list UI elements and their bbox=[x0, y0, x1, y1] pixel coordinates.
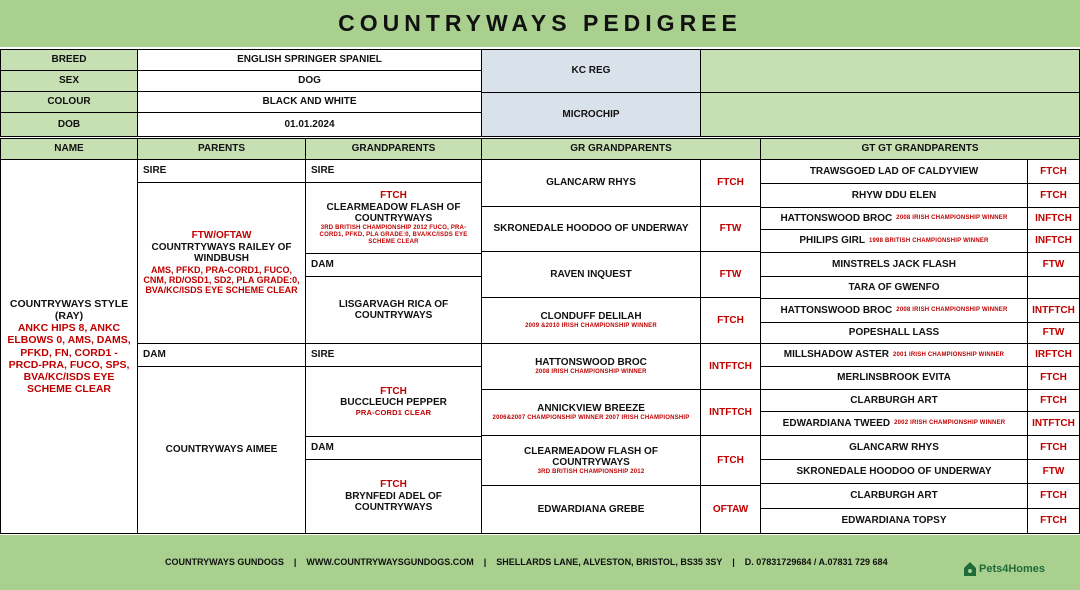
ggp-7 bbox=[481, 435, 701, 486]
sire-label: SIRE bbox=[137, 159, 306, 183]
gggp-name: GLANCARW RHYS bbox=[849, 441, 939, 453]
header-name: NAME bbox=[0, 138, 138, 160]
ggp-8 bbox=[481, 485, 701, 534]
grandparent-sd-name: LISGARVAGH RICA OF COUNTRYWAYS bbox=[338, 298, 449, 321]
gggp-6-title bbox=[1027, 276, 1080, 299]
gggp-12-title: INTFTCH bbox=[1027, 411, 1080, 436]
gggp-name: HATTONSWOOD BROC bbox=[780, 304, 893, 316]
gggp-name: RHYW DDU ELEN bbox=[851, 189, 937, 201]
gggp-9-title: IRFTCH bbox=[1027, 343, 1080, 367]
footer-contact-text: COUNTRYWAYS GUNDOGS | WWW.COUNTRYWAYSGUNDOGS.COM | SHELLARDS LANE, ALVESTON, BRISTOL, BS35 3SY | D. 07831729684 / A.07831 729 684 bbox=[165, 557, 888, 567]
ggp-6-title: INTFTCH bbox=[700, 389, 761, 436]
ggp-1 bbox=[481, 159, 701, 207]
colour-label: COLOUR bbox=[0, 91, 138, 113]
gggp-name: MINSTRELS JACK FLASH bbox=[832, 258, 956, 270]
gggp-name: EDWARDIANA TWEED bbox=[782, 417, 891, 429]
ggp-note: 2009 &2010 IRISH CHAMPIONSHIP WINNER bbox=[525, 322, 657, 329]
grandparent-ds-title: FTCH bbox=[380, 385, 407, 397]
dam-label: DAM bbox=[137, 343, 306, 367]
gggp-16-title: FTCH bbox=[1027, 508, 1080, 534]
gggp-name: CLARBURGH ART bbox=[850, 490, 938, 502]
grandparent-ss-title: FTCH bbox=[380, 190, 407, 202]
grandparent-dd-title: FTCH bbox=[380, 479, 407, 491]
gggp-8-title: FTW bbox=[1027, 322, 1080, 344]
ggp-8-title: OFTAW bbox=[700, 485, 761, 534]
gggp-note: 1998 BRITISH CHAMPIONSHIP WINNER bbox=[868, 237, 989, 244]
page-title: COUNTRYWAYS PEDIGREE bbox=[338, 10, 742, 36]
gggp-5-title: FTW bbox=[1027, 252, 1080, 277]
grandparent-ds bbox=[305, 366, 482, 437]
pets4homes-logo bbox=[963, 561, 1045, 577]
ggp-name: EDWARDIANA GREBE bbox=[537, 503, 645, 515]
ggp-name: HATTONSWOOD BROC bbox=[535, 357, 647, 369]
parent-dam-name: COUNTRYWAYS AIMEE bbox=[165, 444, 278, 456]
ggp-note: 3RD BRITISH CHAMPIONSHIP 2012 bbox=[537, 468, 645, 475]
header-grandparents: GRANDPARENTS bbox=[305, 138, 482, 160]
grandparent-ds-note: PRA-CORD1 CLEAR bbox=[355, 407, 432, 417]
ggp-name: GLANCARW RHYS bbox=[546, 177, 636, 189]
ggp-1-title: FTCH bbox=[700, 159, 761, 207]
subject-dog bbox=[0, 159, 138, 534]
grandparent-dd bbox=[305, 459, 482, 534]
gggp-11-title: FTCH bbox=[1027, 389, 1080, 412]
gggp-3-title: INFTCH bbox=[1027, 207, 1080, 230]
gggp-4-title: INFTCH bbox=[1027, 229, 1080, 253]
gggp-name: HATTONSWOOD BROC bbox=[780, 212, 893, 224]
gggp-name: MILLSHADOW ASTER bbox=[783, 349, 889, 361]
paw-house-icon bbox=[963, 561, 977, 577]
grandparent-ss bbox=[305, 182, 482, 254]
gggp-2-title: FTCH bbox=[1027, 183, 1080, 208]
gggp-note: 2008 IRISH CHAMPIONSHIP WINNER bbox=[896, 215, 1008, 222]
ggp-2 bbox=[481, 206, 701, 252]
logo-text: Pets4Homes bbox=[979, 563, 1046, 575]
gggp-name: TRAWSGOED LAD OF CALDYVIEW bbox=[809, 165, 979, 177]
gggp-2 bbox=[760, 183, 1028, 208]
ggp-4 bbox=[481, 297, 701, 344]
gp-dd-label: DAM bbox=[305, 436, 482, 460]
parent-dam bbox=[137, 366, 306, 534]
gggp-13-title: FTCH bbox=[1027, 435, 1080, 460]
gp-sd-label: DAM bbox=[305, 253, 482, 277]
gggp-note: 2008 IRISH CHAMPIONSHIP WINNER bbox=[896, 307, 1008, 314]
gggp-5 bbox=[760, 252, 1028, 277]
gggp-name: POPESHALL LASS bbox=[848, 327, 940, 339]
ggp-3 bbox=[481, 251, 701, 298]
breed-value: ENGLISH SPRINGER SPANIEL bbox=[137, 49, 482, 71]
microchip-label: MICROCHIP bbox=[481, 92, 701, 137]
parent-sire-title: FTW/OFTAW bbox=[191, 230, 252, 242]
ggp-3-title: FTW bbox=[700, 251, 761, 298]
gggp-name: PHILIPS GIRL bbox=[799, 235, 865, 247]
header-gr-grandparents: GR GRANDPARENTS bbox=[481, 138, 761, 160]
ggp-note: 2008 IRISH CHAMPIONSHIP WINNER bbox=[535, 368, 647, 375]
gggp-3 bbox=[760, 207, 1028, 230]
ggp-name: CLEARMEADOW FLASH OF COUNTRYWAYS bbox=[524, 445, 658, 469]
breed-label: BREED bbox=[0, 49, 138, 71]
gggp-12 bbox=[760, 411, 1028, 436]
ggp-note: 2006&2007 CHAMPIONSHIP WINNER 2007 IRISH CHAMPIONSHIP bbox=[492, 414, 690, 421]
footer bbox=[0, 535, 1080, 590]
grandparent-ss-note: 3RD BRITISH CHAMPIONSHIP 2012 FUCO, PRA-CORD1, PFKD, PLA GRADE:0, BVA/KC/ISDS EYE SCHEME CLEAR bbox=[319, 224, 468, 245]
kc-reg-value bbox=[700, 49, 1080, 93]
gggp-10-title: FTCH bbox=[1027, 366, 1080, 390]
parent-sire bbox=[137, 182, 306, 344]
gggp-name: MERLINSBROOK EVITA bbox=[837, 372, 951, 384]
ggp-7-title: FTCH bbox=[700, 435, 761, 486]
ggp-5 bbox=[481, 343, 701, 390]
header-parents: PARENTS bbox=[137, 138, 306, 160]
ggp-name: ANNICKVIEW BREEZE bbox=[537, 403, 645, 415]
ggp-5-title: INTFTCH bbox=[700, 343, 761, 390]
grandparent-dd-name: BRYNFEDI ADEL OF COUNTRYWAYS bbox=[345, 490, 442, 514]
gggp-4 bbox=[760, 229, 1028, 253]
gggp-7 bbox=[760, 298, 1028, 323]
gggp-1-title: FTCH bbox=[1027, 159, 1080, 184]
gggp-7-title: INTFTCH bbox=[1027, 298, 1080, 323]
header-gt-gt-grandparents: GT GT GRANDPARENTS bbox=[760, 138, 1080, 160]
dob-label: DOB bbox=[0, 112, 138, 137]
ggp-name: SKRONEDALE HOODOO OF UNDERWAY bbox=[493, 223, 689, 235]
gp-ds-label: SIRE bbox=[305, 343, 482, 367]
gggp-name: SKRONEDALE HOODOO OF UNDERWAY bbox=[796, 465, 992, 477]
grandparent-sd bbox=[305, 276, 482, 344]
colour-value: BLACK AND WHITE bbox=[137, 91, 482, 113]
grandparent-ds-name: BUCCLEUCH PEPPER bbox=[340, 397, 447, 409]
title-bar bbox=[0, 0, 1080, 47]
gggp-10 bbox=[760, 366, 1028, 390]
sex-label: SEX bbox=[0, 70, 138, 92]
ggp-name: CLONDUFF DELILAH bbox=[540, 311, 642, 323]
kc-reg-label: KC REG bbox=[481, 49, 701, 93]
sex-value: DOG bbox=[137, 70, 482, 92]
gggp-14 bbox=[760, 459, 1028, 484]
gggp-name: EDWARDIANA TOPSY bbox=[841, 515, 947, 527]
subject-name: COUNTRYWAYS STYLE (RAY) bbox=[9, 298, 129, 323]
gggp-15 bbox=[760, 483, 1028, 509]
gggp-6 bbox=[760, 276, 1028, 299]
gggp-8 bbox=[760, 322, 1028, 344]
parent-sire-name: COUNTRTYWAYS RAILEY OF WINDBUSH bbox=[151, 241, 292, 265]
grandparent-ss-name: CLEARMEADOW FLASH OF COUNTRYWAYS bbox=[326, 201, 461, 225]
ggp-name: RAVEN INQUEST bbox=[550, 268, 632, 280]
gggp-14-title: FTW bbox=[1027, 459, 1080, 484]
gggp-15-title: FTCH bbox=[1027, 483, 1080, 509]
ggp-4-title: FTCH bbox=[700, 297, 761, 344]
gggp-11 bbox=[760, 389, 1028, 412]
gggp-1 bbox=[760, 159, 1028, 184]
gggp-name: CLARBURGH ART bbox=[850, 394, 938, 406]
microchip-value bbox=[700, 92, 1080, 137]
gp-ss-label: SIRE bbox=[305, 159, 482, 183]
gggp-13 bbox=[760, 435, 1028, 460]
parent-sire-health: AMS, PFKD, PRA-CORD1, FUCO, CNM, RD/OSD1, SD2, PLA GRADE:0, BVA/KC/ISDS EYE SCHEME CLEAR bbox=[143, 264, 300, 296]
ggp-6 bbox=[481, 389, 701, 436]
gggp-note: 2002 IRISH CHAMPIONSHIP WINNER bbox=[894, 420, 1006, 427]
subject-health: ANKC HIPS 8, ANKC ELBOWS 0, AMS, DAMS, PFKD, FN, CORD1 - PRCD-PRA, FUCO, SPS, BVA/KC/ISDS EYE SCHEME CLEAR bbox=[7, 322, 131, 395]
ggp-2-title: FTW bbox=[700, 206, 761, 252]
dob-value: 01.01.2024 bbox=[137, 112, 482, 137]
gggp-9 bbox=[760, 343, 1028, 367]
gggp-note: 2001 IRISH CHAMPIONSHIP WINNER bbox=[892, 351, 1005, 358]
gggp-16 bbox=[760, 508, 1028, 534]
gggp-name: TARA OF GWENFO bbox=[848, 281, 940, 293]
